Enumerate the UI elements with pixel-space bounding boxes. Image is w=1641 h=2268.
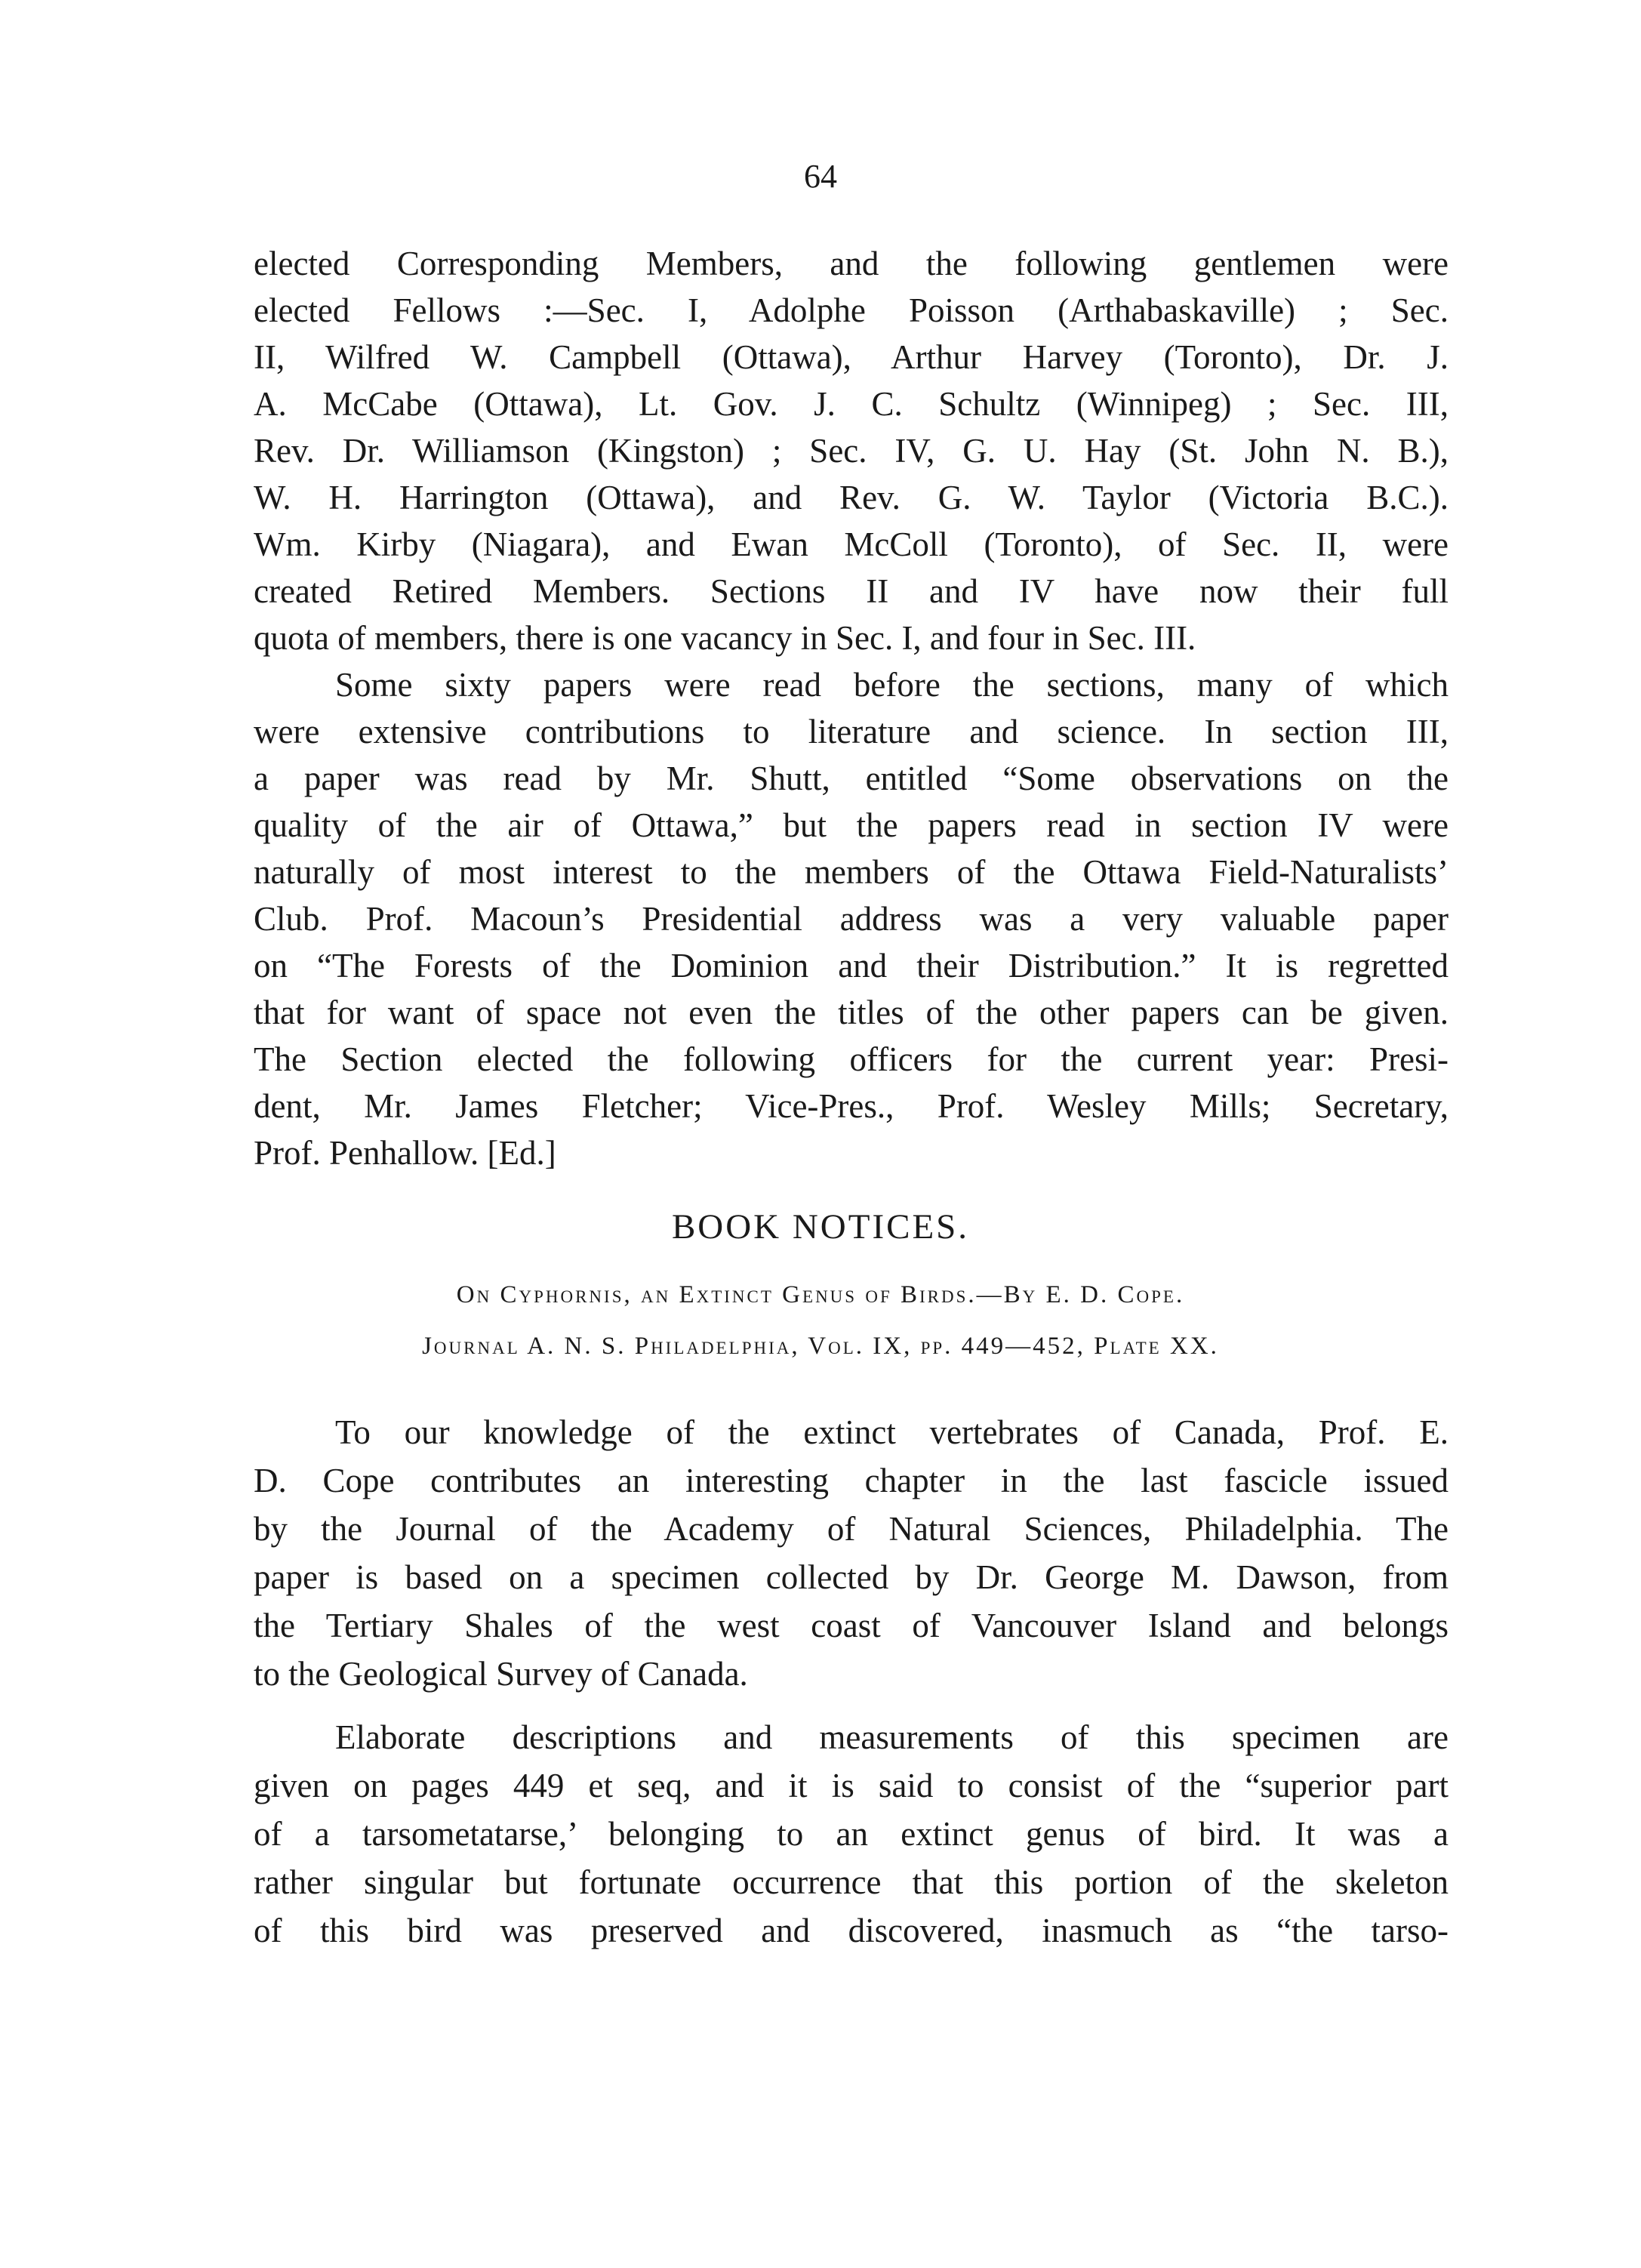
text-line: dent, Mr. James Fletcher; Vice-Pres., Prof. Wesley Mills; Secretary, — [254, 1087, 1449, 1125]
text-line: Elaborate descriptions and measurements of this specimen are — [335, 1718, 1449, 1756]
text-line: II, Wilfred W. Campbell (Ottawa), Arthur Harvey (Toronto), Dr. J. — [254, 338, 1449, 376]
text-line: given on pages 449 et seq, and it is said to consist of the “superior part — [254, 1767, 1449, 1804]
text-line: naturally of most interest to the members of the Ottawa Field-Naturalists’ — [254, 853, 1449, 891]
text-line: to the Geological Survey of Canada. — [254, 1655, 748, 1693]
text-line: by the Journal of the Academy of Natural Sciences, Philadelphia. The — [254, 1510, 1449, 1548]
text-line: of a tarsometatarse,’ belonging to an extinct genus of bird. It was a — [254, 1815, 1449, 1853]
text-line: rather singular but fortunate occurrence that this portion of the skeleton — [254, 1863, 1449, 1901]
text-line: of this bird was preserved and discovered, inasmuch as “the tarso- — [254, 1912, 1449, 1949]
text-line: elected Corresponding Members, and the following gentlemen were — [254, 245, 1449, 282]
text-line: Some sixty papers were read before the sections, many of which — [335, 666, 1449, 704]
text-line: a paper was read by Mr. Shutt, entitled “Some observations on the — [254, 760, 1449, 797]
section-heading: BOOK NOTICES. — [671, 1207, 970, 1246]
text-line: The Section elected the following officers for the current year: Presi- — [254, 1040, 1449, 1078]
page-number: 64 — [804, 158, 837, 195]
text-line: Prof. Penhallow. [Ed.] — [254, 1134, 556, 1172]
text-line: quota of members, there is one vacancy in Sec. I, and four in Sec. III. — [254, 619, 1196, 657]
text-line: paper is based on a specimen collected by Dr. George M. Dawson, from — [254, 1558, 1449, 1596]
text-line: on “The Forests of the Dominion and their Distribution.” It is regretted — [254, 947, 1449, 985]
text-line: W. H. Harrington (Ottawa), and Rev. G. W. Taylor (Victoria B.C.). — [254, 479, 1449, 516]
text-line: Club. Prof. Macoun’s Presidential address was a very valuable paper — [254, 900, 1449, 938]
text-line: To our knowledge of the extinct vertebrates of Canada, Prof. E. — [335, 1413, 1449, 1451]
text-line: A. McCabe (Ottawa), Lt. Gov. J. C. Schultz (Winnipeg) ; Sec. III, — [254, 385, 1449, 423]
text-line: the Tertiary Shales of the west coast of Vancouver Island and belongs — [254, 1607, 1449, 1644]
text-line: created Retired Members. Sections II and IV have now their full — [254, 572, 1449, 610]
text-line: Rev. Dr. Williamson (Kingston) ; Sec. IV, G. U. Hay (St. John N. B.), — [254, 432, 1449, 470]
text-line: were extensive contributions to literature and science. In section III, — [254, 713, 1449, 750]
notice-subheading-line: On Cyphornis, an Extinct Genus of Birds.—By E. D. Cope. — [456, 1281, 1185, 1308]
text-line: Wm. Kirby (Niagara), and Ewan McColl (Toronto), of Sec. II, were — [254, 525, 1449, 563]
text-line: that for want of space not even the titles of the other papers can be given. — [254, 994, 1449, 1031]
notice-subheading-line: Journal A. N. S. Philadelphia, Vol. IX, pp. 449—452, Plate XX. — [422, 1333, 1219, 1360]
text-line: elected Fellows :—Sec. I, Adolphe Poisson (Arthabaskaville) ; Sec. — [254, 291, 1449, 329]
text-line: quality of the air of Ottawa,” but the papers read in section IV were — [254, 806, 1449, 844]
text-line: D. Cope contributes an interesting chapter in the last fascicle issued — [254, 1462, 1449, 1499]
